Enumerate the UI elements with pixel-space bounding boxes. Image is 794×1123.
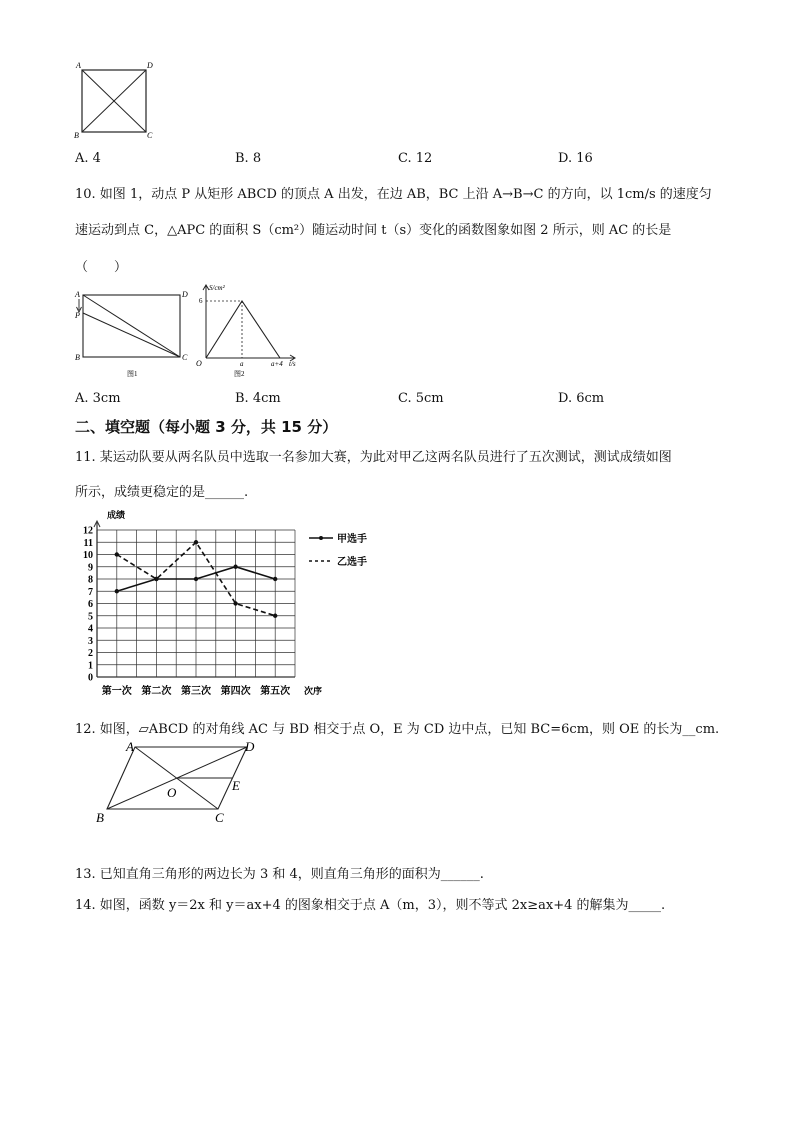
q10-fig2-caption: 图2 [234, 370, 245, 378]
q9-label-b: B [74, 131, 79, 140]
q10-fig2-yvalue: 6 [199, 297, 203, 305]
chart-y-tick-label: 4 [88, 623, 93, 635]
q10-option-b: B. 4cm [235, 391, 281, 406]
chart-xlabel: 次序 [304, 686, 323, 696]
q12-label-c: C [215, 810, 224, 825]
q10-text-line2: 速运动到点 C，△APC 的面积 S（cm²）随运动时间 t（s）变化的函数图象如图 2 所示，则 AC 的长是 [75, 223, 672, 238]
q10-fig1-label-b: B [75, 353, 80, 362]
q10-figure-2 [192, 280, 307, 380]
chart-x-tick-label: 第二次 [141, 686, 172, 697]
q9-option-a: A. 4 [75, 151, 101, 166]
chart-point-series-2 [273, 614, 277, 618]
chart-point-series-2 [115, 552, 119, 556]
chart-x-tick-label: 第三次 [181, 686, 211, 697]
chart-point-series-2 [154, 577, 158, 581]
chart-y-tick-label: 3 [88, 635, 93, 647]
chart-y-tick-label: 1 [88, 660, 93, 672]
score-line-chart [70, 505, 400, 705]
chart-x-tick-label: 第四次 [220, 686, 251, 697]
chart-y-tick-label: 6 [88, 599, 93, 610]
q9-option-c: C. 12 [398, 151, 433, 166]
q10-option-a: A. 3cm [75, 391, 121, 406]
chart-y-tick-label: 5 [88, 611, 93, 623]
q12-text: 12. 如图，▱ABCD 的对角线 AC 与 BD 相交于点 O，E 为 CD 边中点，已知 BC=6cm，则 OE 的长为__cm. [75, 722, 720, 737]
q12-parallelogram-figure [90, 738, 270, 830]
q13-text: 13. 已知直角三角形的两边长为 3 和 4，则直角三角形的面积为______. [75, 867, 484, 882]
legend-series-1: 甲选手 [337, 534, 367, 545]
q9-label-a: A [76, 61, 81, 70]
q11-text-line1: 11. 某运动队要从两名队员中选取一名参加大赛，为此对甲乙这两名队员进行了五次测试，测试成绩如图 [75, 450, 672, 465]
chart-ylabel: 成绩 [107, 510, 126, 520]
q10-fig2-ylabel: S/cm² [209, 284, 225, 292]
chart-point-series-2 [194, 540, 198, 544]
q10-text-line1: 10. 如图 1，动点 P 从矩形 ABCD 的顶点 A 出发，在边 AB，BC 上沿 A→B→C 的方向，以 1cm/s 的速度匀 [75, 187, 712, 202]
q10-fig2-origin: O [196, 359, 202, 368]
q9-label-d: D [147, 61, 153, 70]
q9-option-b: B. 8 [235, 151, 262, 166]
q12-label-a: A [126, 739, 134, 754]
q10-fig2-xtick-a4: a+4 [271, 360, 283, 368]
q12-label-e: E [232, 778, 240, 793]
q10-fig1-caption: 图1 [127, 370, 138, 378]
chart-point-series-1 [115, 589, 119, 593]
chart-y-tick-label: 12 [83, 525, 93, 537]
q10-option-d: D. 6cm [558, 391, 605, 406]
q10-figure-1 [72, 285, 197, 380]
q9-square-figure [70, 58, 170, 144]
chart-y-tick-label: 0 [88, 672, 93, 684]
q10-fig1-label-d: D [182, 290, 188, 299]
chart-point-series-1 [273, 577, 277, 581]
q12-label-o: O [167, 785, 177, 800]
chart-y-tick-label: 2 [88, 648, 93, 659]
chart-y-tick-label: 8 [88, 574, 93, 586]
q10-fig1-label-a: A [75, 290, 80, 299]
chart-x-tick-label: 第五次 [260, 686, 291, 697]
chart-x-tick-label: 第一次 [101, 686, 132, 697]
q10-option-c: C. 5cm [398, 391, 444, 406]
q10-fig1-label-p: P [75, 311, 80, 320]
q10-text-line3: （ ） [75, 260, 128, 275]
q14-text: 14. 如图，函数 y＝2x 和 y＝ax+4 的图象相交于点 A（m，3），则不等式 2x≥ax+4 的解集为_____. [75, 898, 666, 913]
q12-label-d: D [245, 739, 255, 754]
q10-fig1-label-c: C [182, 353, 188, 362]
section-2-title: 二、填空题（每小题 3 分，共 15 分） [75, 418, 338, 436]
chart-point-series-2 [233, 601, 237, 605]
q12-label-b: B [96, 810, 104, 825]
q9-label-c: C [147, 131, 153, 140]
q11-text-line2: 所示，成绩更稳定的是______. [75, 485, 249, 500]
q10-fig2-xlabel: t/s [289, 360, 296, 368]
chart-point-series-1 [233, 565, 237, 569]
chart-point-series-1 [194, 577, 198, 581]
q9-option-d: D. 16 [558, 151, 593, 166]
chart-y-tick-label: 10 [83, 550, 93, 561]
chart-y-tick-label: 7 [88, 586, 93, 598]
q10-fig2-xtick-a: a [240, 360, 244, 368]
chart-y-tick-label: 9 [88, 562, 93, 574]
legend-series-2: 乙选手 [337, 557, 367, 568]
chart-y-tick-label: 11 [83, 537, 93, 549]
